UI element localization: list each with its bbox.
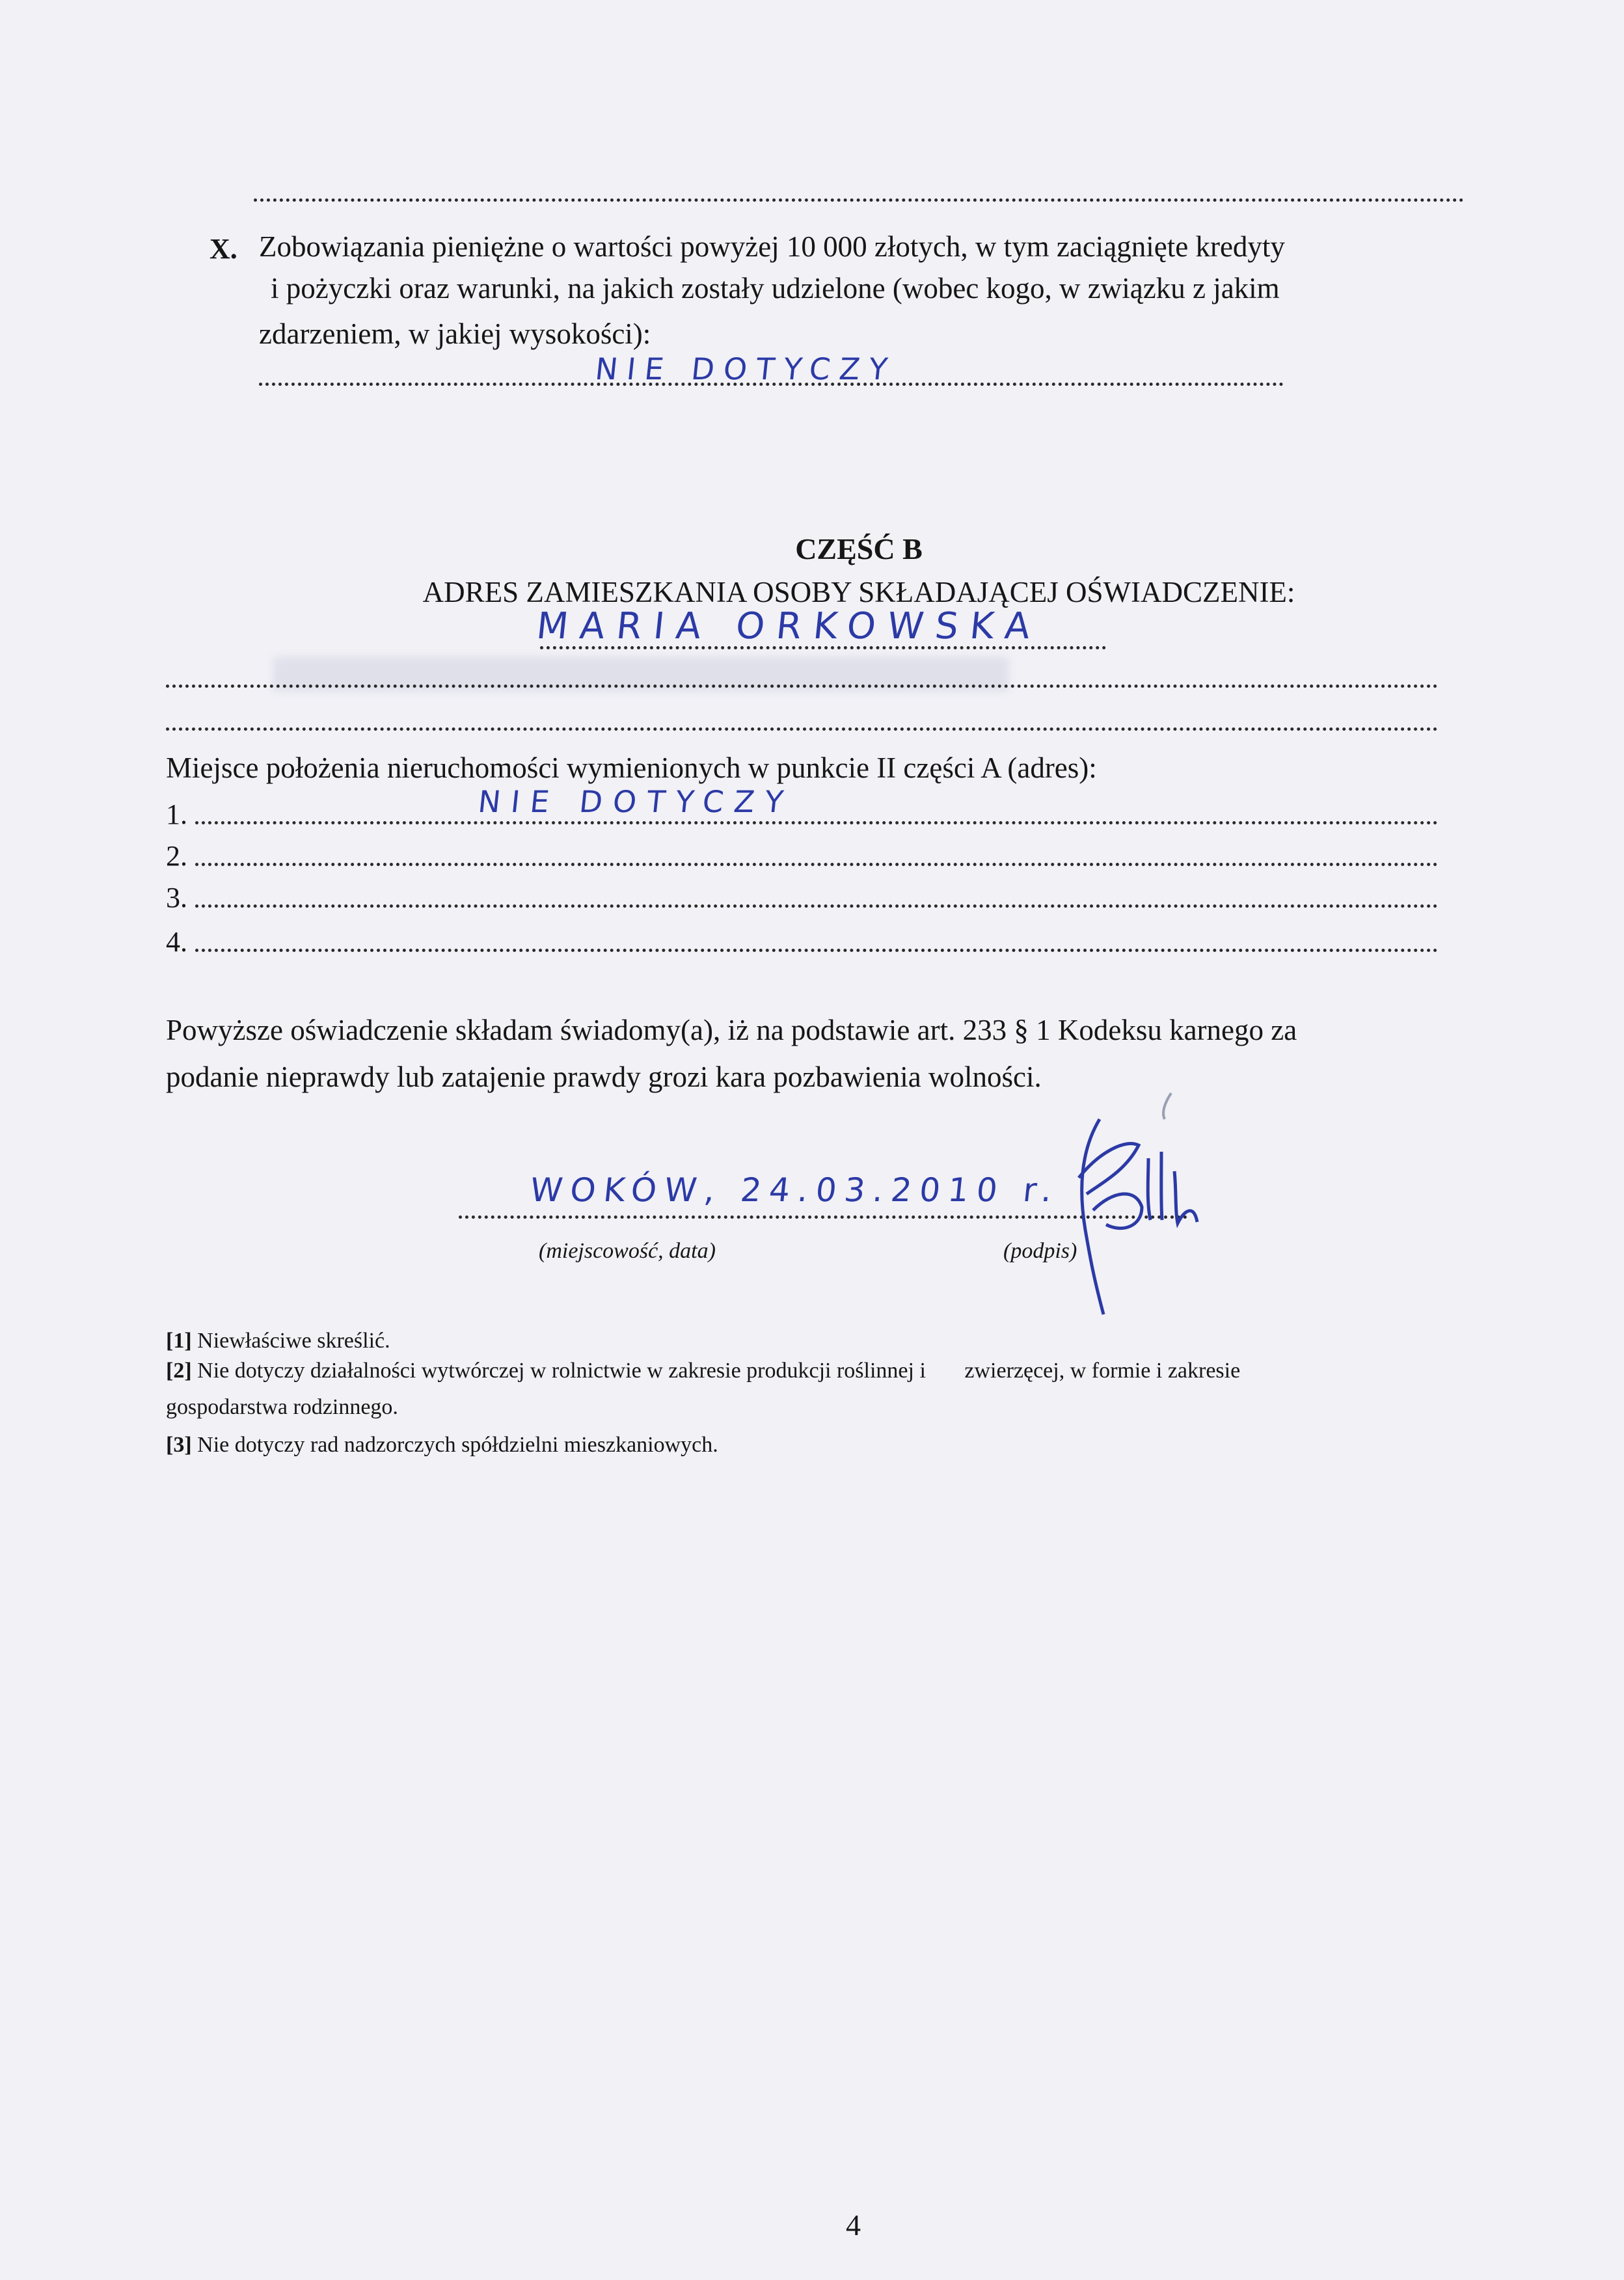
part-b-subtitle: ADRES ZAMIESZKANIA OSOBY SKŁADAJĄCEJ OŚWIADCZENIE: bbox=[422, 576, 1295, 608]
footnote-2-text: Nie dotyczy działalności wytwórczej w rolnictwie w zakresie produkcji roślinnej i zwierzęcej, w formie i zakresie bbox=[197, 1359, 1241, 1383]
property-item-3-num: 3. bbox=[166, 882, 187, 914]
property-item-4-num: 4. bbox=[166, 926, 187, 958]
handwritten-place-date: WOKÓW, 24.03.2010 r. bbox=[528, 1171, 1062, 1209]
declaration-line-1: Powyższe oświadczenie składam świadomy(a), iż na podstawie art. 233 § 1 Kodeksu karnego za bbox=[166, 1014, 1297, 1046]
footnote-3-text: Nie dotyczy rad nadzorczych spółdzielni mieszkaniowych. bbox=[197, 1433, 718, 1457]
dotted-line-top bbox=[254, 198, 1464, 202]
footnote-2-continued: gospodarstwa rodzinnego. bbox=[166, 1395, 398, 1419]
property-item-1-line bbox=[195, 821, 1438, 824]
section-x-line-1: Zobowiązania pieniężne o wartości powyżej 10 000 złotych, w tym zaciągnięte kredyty bbox=[259, 230, 1285, 263]
address-line-2 bbox=[166, 727, 1438, 731]
handwritten-name: MARIA ORKOWSKA bbox=[534, 605, 1044, 647]
place-date-caption: (miejscowość, data) bbox=[539, 1239, 716, 1263]
footnote-1-ref: [1] bbox=[166, 1329, 192, 1353]
handwritten-answer-x: NIE DOTYCZY bbox=[593, 351, 899, 387]
footnote-1-text: Niewłaściwe skreślić. bbox=[197, 1329, 390, 1353]
property-item-3-line bbox=[195, 904, 1438, 908]
page-number: 4 bbox=[846, 2208, 861, 2242]
footnote-1 bbox=[166, 1326, 390, 1356]
handwritten-signature bbox=[1002, 1080, 1249, 1327]
property-item-1-num: 1. bbox=[166, 798, 187, 830]
footnote-3-ref: [3] bbox=[166, 1433, 192, 1457]
section-x-line-3: zdarzeniem, w jakiej wysokości): bbox=[259, 318, 651, 350]
property-item-2-num: 2. bbox=[166, 840, 187, 872]
property-item-4-line bbox=[195, 949, 1438, 952]
footnote-3 bbox=[166, 1430, 718, 1460]
address-line-1 bbox=[166, 685, 1438, 688]
section-x-marker: X. bbox=[210, 233, 237, 265]
part-b-title: CZĘŚĆ B bbox=[795, 532, 923, 565]
section-x-line-2: i pożyczki oraz warunki, na jakich zostały udzielone (wobec kogo, w związku z jakim bbox=[271, 272, 1280, 305]
footnote-2 bbox=[166, 1356, 1240, 1386]
footnote-2-ref: [2] bbox=[166, 1359, 192, 1383]
property-item-1-handwritten: NIE DOTYCZY bbox=[476, 784, 796, 819]
property-item-2-line bbox=[195, 863, 1438, 866]
property-heading: Miejsce położenia nieruchomości wymienionych w punkcie II części A (adres): bbox=[166, 752, 1097, 784]
signature-caption: (podpis) bbox=[1003, 1239, 1077, 1263]
declaration-line-2: podanie nieprawdy lub zatajenie prawdy grozi kara pozbawienia wolności. bbox=[166, 1061, 1042, 1093]
